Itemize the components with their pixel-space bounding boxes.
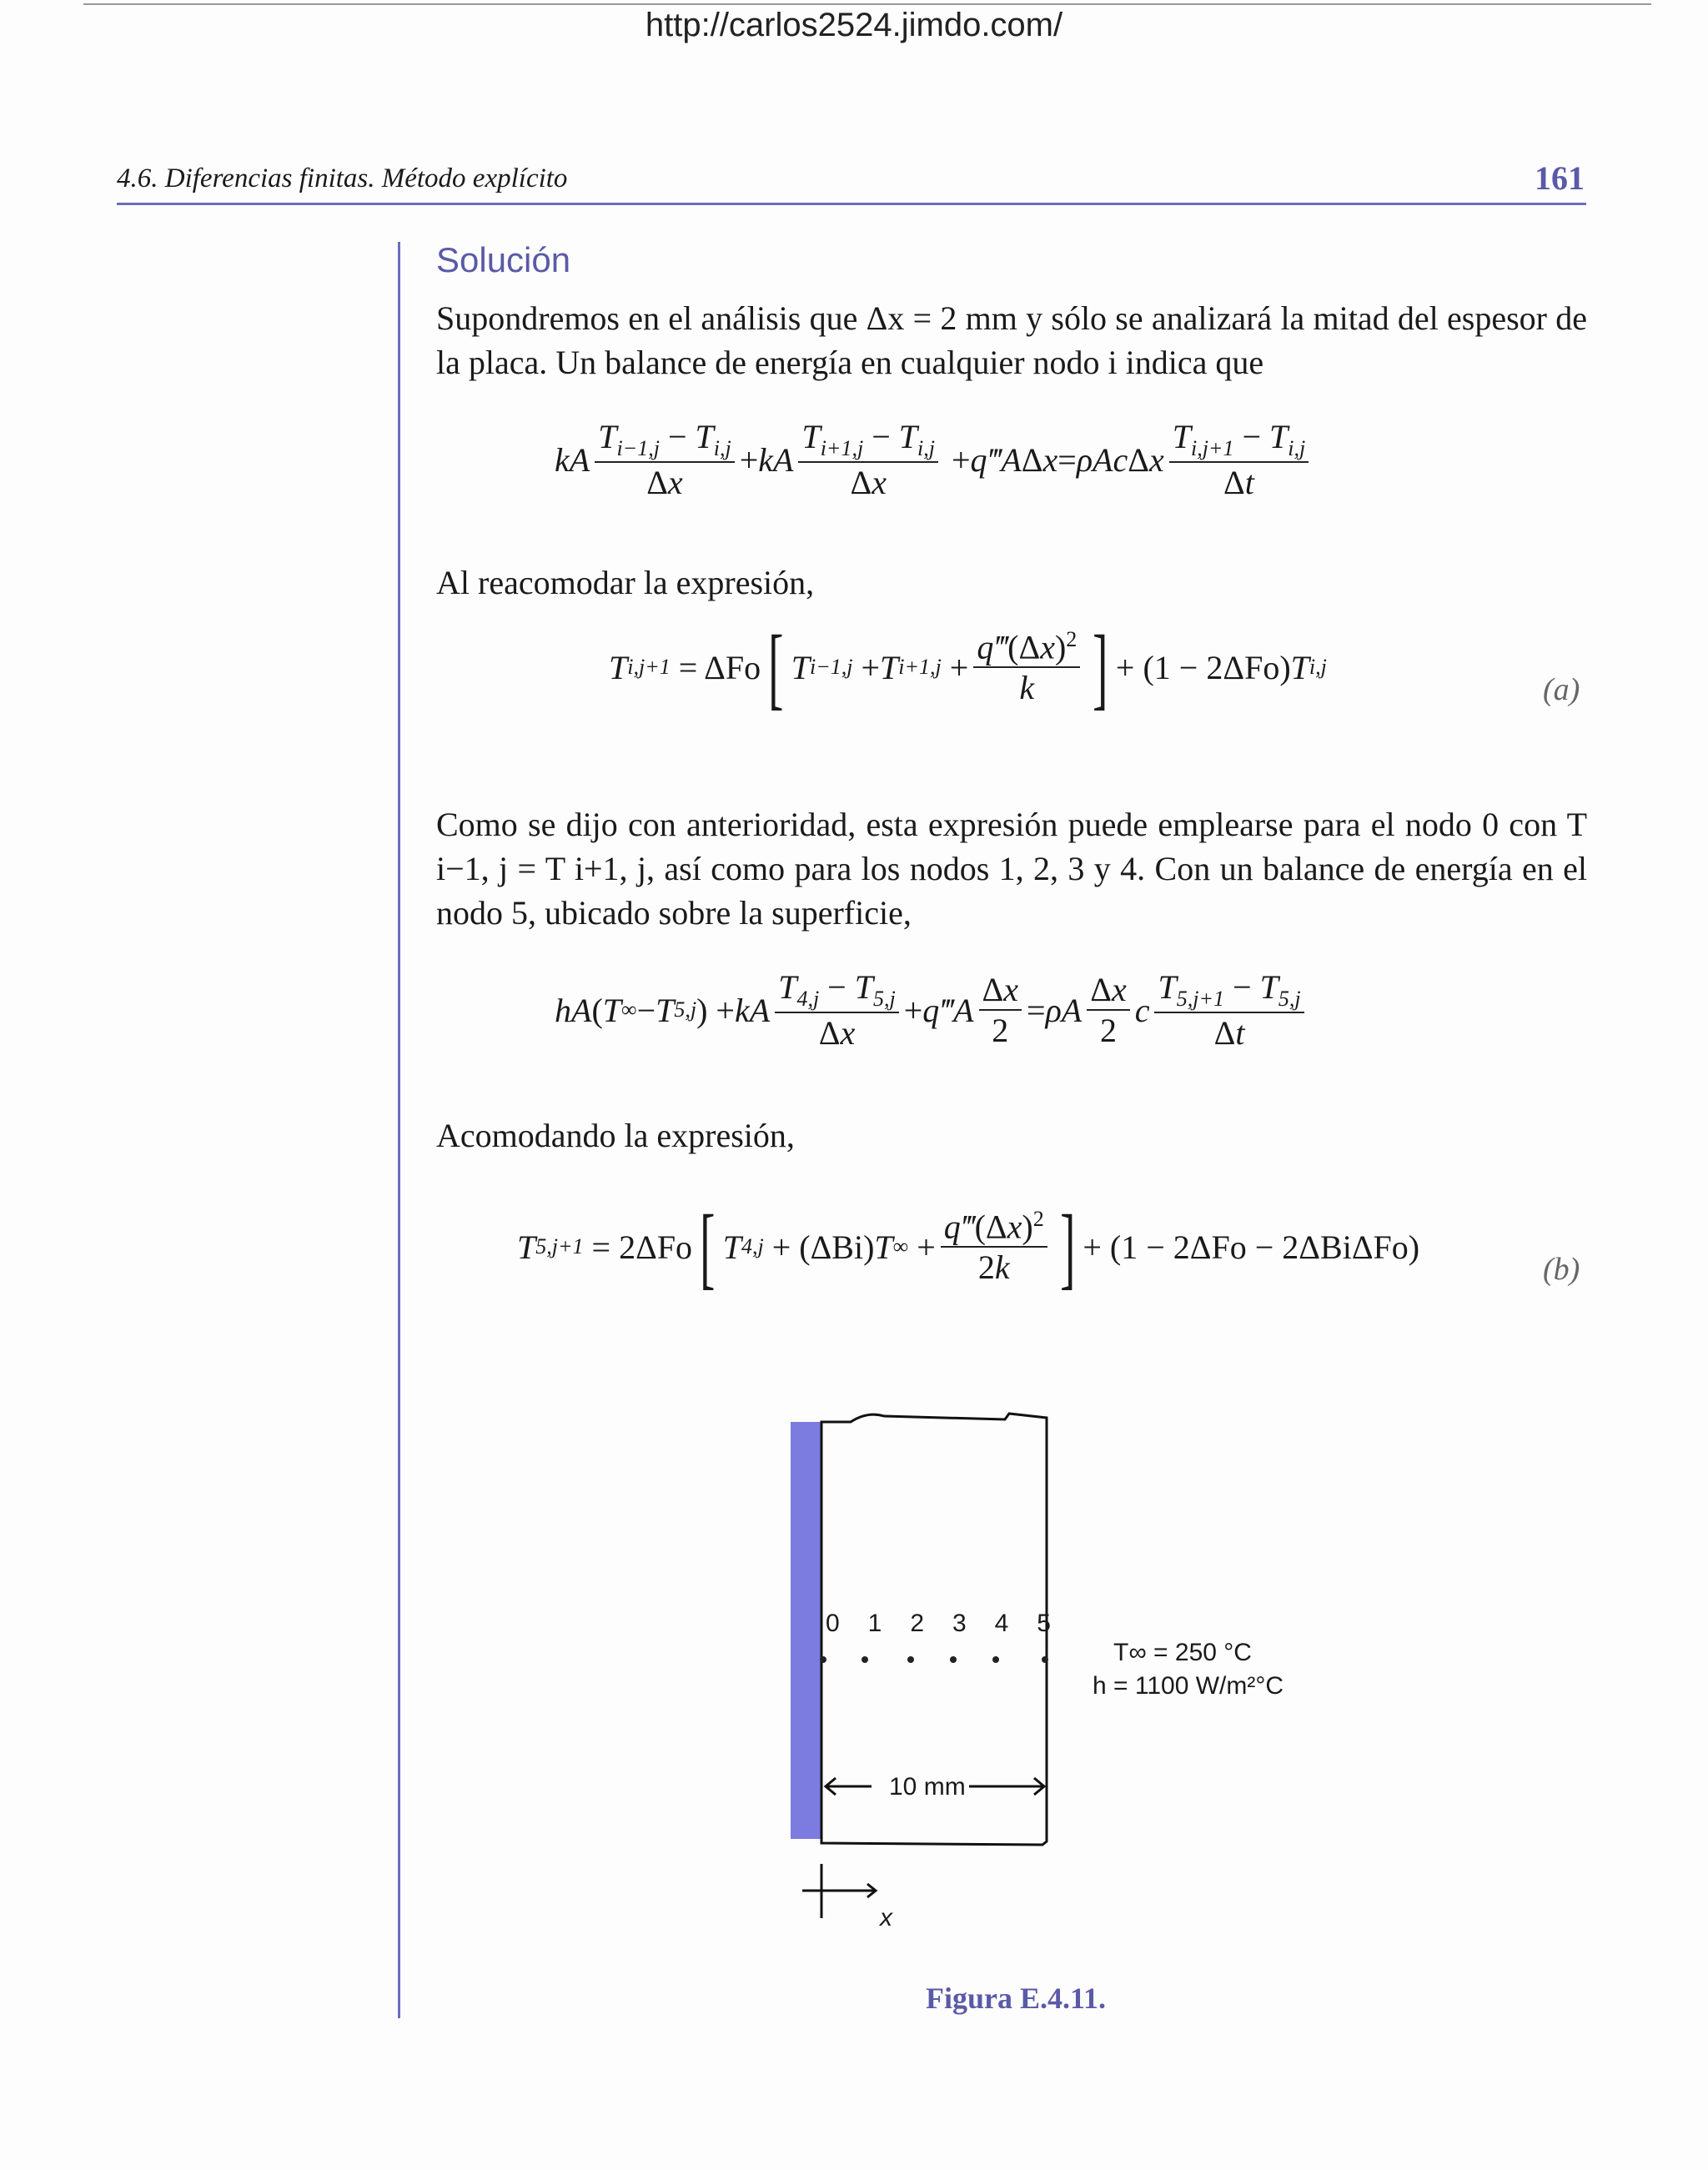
equation-b: T 5,j+1 = 2ΔFo [ T 4,j + (ΔBi) T ∞ + $\frac{q‴(\Delta x)^2}{2k}$ ] + (1 − 2ΔFo − 2ΔBiΔFo) bbox=[517, 1196, 1420, 1298]
watermark-url: http://carlos2524.jimdo.com/ bbox=[645, 7, 1063, 43]
paragraph-4: Acomodando la expresión, bbox=[436, 1117, 795, 1154]
node-label: 3 bbox=[952, 1610, 967, 1637]
figure-caption: Figura E.4.11. bbox=[926, 1982, 1107, 2015]
top-rule bbox=[83, 3, 1651, 5]
running-header: 4.6. Diferencias finitas. Método explícito bbox=[117, 163, 568, 193]
node-label: 1 bbox=[867, 1610, 882, 1637]
paragraph-2: Al reacomodar la expresión, bbox=[436, 564, 815, 601]
node-label: 2 bbox=[910, 1610, 924, 1637]
equation-a-label: (a) bbox=[1543, 672, 1580, 707]
page-number: 161 bbox=[1535, 159, 1585, 197]
node-labels bbox=[826, 1610, 1051, 1638]
section-title: Solución bbox=[436, 240, 571, 279]
heat-transfer-coefficient: h = 1100 W/m²°C bbox=[1093, 1672, 1284, 1700]
plate-drawing bbox=[784, 1409, 1084, 1935]
margin-rule bbox=[398, 242, 400, 2018]
equation-b-label: (b) bbox=[1543, 1252, 1580, 1287]
paragraph-1: Supondremos en el análisis que Δx = 2 mm y sólo se analizará la mitad del espesor de la placa. Un balance de energía en cualquier nodo i indica que bbox=[436, 299, 1587, 381]
node-label: 0 bbox=[826, 1610, 840, 1637]
paragraph-3: Como se dijo con anterioridad, esta expresión puede emplearse para el nodo 0 con T i−1, j = T i+1, j, así como para los nodos 1, 2, 3 y 4. Con un balance de energía en el nodo 5, ubicado sobre la superficie, bbox=[436, 806, 1587, 932]
x-axis-label: x bbox=[880, 1904, 892, 1931]
header-rule bbox=[117, 203, 1586, 205]
thickness-label: 10 mm bbox=[886, 1773, 969, 1801]
node-label: 4 bbox=[994, 1610, 1009, 1637]
ambient-temperature: T∞ = 250 °C bbox=[1113, 1639, 1252, 1666]
equation-node5-balance: hA ( T ∞ − T 5,j ) + kA $\frac{T_{4,j} - T_{5,j}}{\Delta x}$ + q‴A $\frac{\Delta x}{2}$ = ρA $\frac{\Delta x}{2}$ c $\frac{T_{5,j+1} - T_{5,j}}{\Delta t}$ bbox=[555, 967, 1309, 1052]
node-label: 5 bbox=[1037, 1610, 1051, 1637]
equation-energy-balance: kA $\frac{T_{i-1,j} - T_{i,j}}{\Delta x}$ + kA $\frac{T_{i+1,j} - T_{i,j}}{\Delta x}$ + q‴A Δ x = ρAc Δ x $\frac{T_{i,j+1} - T_{i,j}}{\Delta t}$ bbox=[555, 417, 1314, 502]
equation-a: T i,j+1 = ΔFo [ T i−1,j + T i+1,j + $\frac{q‴(\Delta x)^2}{k}$ ] + (1 − 2ΔFo) T i,j bbox=[609, 616, 1327, 718]
